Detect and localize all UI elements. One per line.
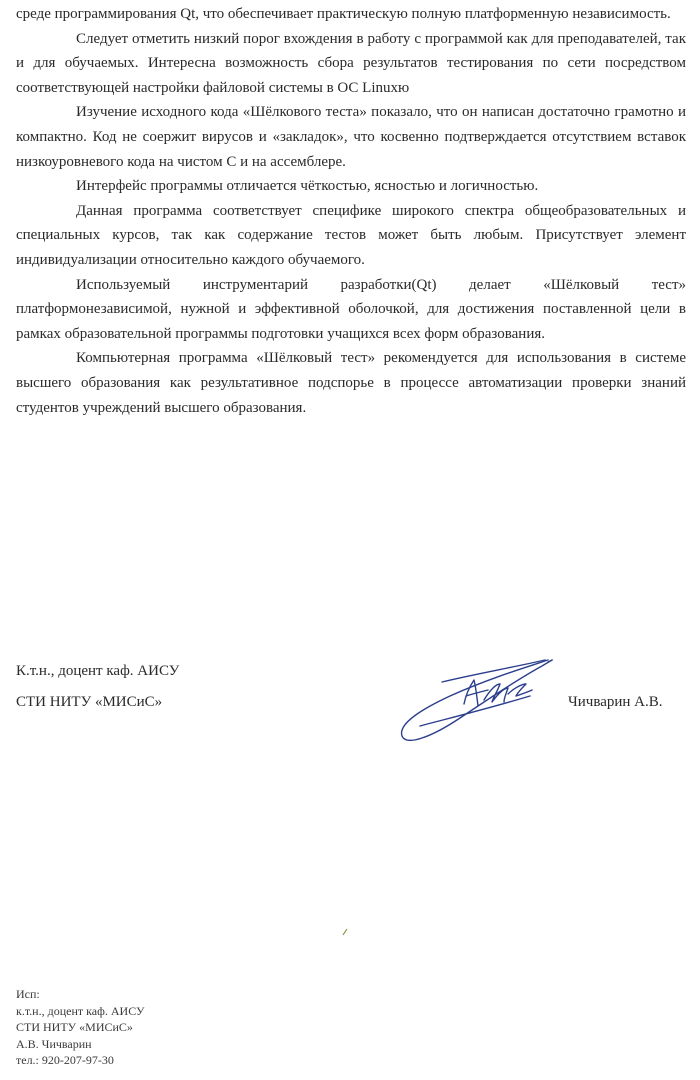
executor-phone: тел.: 920-207-97-30	[16, 1053, 114, 1068]
paragraph-toolkit: Используемый инструментарий разработки(Qt) делает «Шёлковый тест» платформонезависимой, нужной и эффективной оболочкой, для достижения поставленной цели в рамках образовательной программы подготовки учащихся всех форм образования.	[16, 276, 686, 342]
executor-name: А.В. Чичварин	[16, 1036, 92, 1051]
signer-organization: СТИ НИТУ «МИСиС»	[16, 694, 163, 710]
signer-position: К.т.н., доцент каф. АИСУ	[16, 663, 180, 679]
paragraph-courses: Данная программа соответствует специфике широкого спектра общеобразовательных и специальных курсов, так как содержание тестов может быть любым. Присутствует элемент индивидуализации относительно каждого обучаемого.	[16, 202, 686, 268]
executor-organization: СТИ НИТУ «МИСиС»	[16, 1020, 133, 1035]
stray-ink-mark	[342, 928, 348, 936]
paragraph-recommendation: Компьютерная программа «Шёлковый тест» рекомендуется для использования в системе высшего образования как результативное подспорье в процессе автоматизации проверки знаний студентов учреждений высшего образования.	[16, 350, 686, 416]
handwritten-signature	[380, 648, 570, 748]
executor-label: Исп:	[16, 987, 40, 1001]
paragraph-interface: Интерфейс программы отличается чёткостью, ясностью и логичностью.	[76, 178, 539, 195]
review-body	[16, 2, 686, 420]
paragraph-source-code: Изучение исходного кода «Шёлкового теста» показало, что он написан достаточно грамотно и компактно. Код не соержит вирусов и «закладок», что косвенно подтверждается отсутствием вставок низкоуровневого кода на чистом С и на ассемблере.	[16, 104, 686, 170]
executor-position: к.т.н., доцент каф. АИСУ	[16, 1003, 145, 1018]
executor-block	[16, 986, 145, 1069]
paragraph-platform: среде программирования Qt, что обеспечивает практическую полную платформенную независимость.	[16, 6, 671, 22]
signer-name: Чичварин А.В.	[568, 694, 663, 710]
paragraph-entry-threshold: Следует отметить низкий порог вхождения в работу с программой как для преподавателей, так и для обучаемых. Интересна возможность сбора результатов тестирования по сети посредством соответствующей настройки файловой системы в ОС Linuxю	[16, 30, 686, 96]
